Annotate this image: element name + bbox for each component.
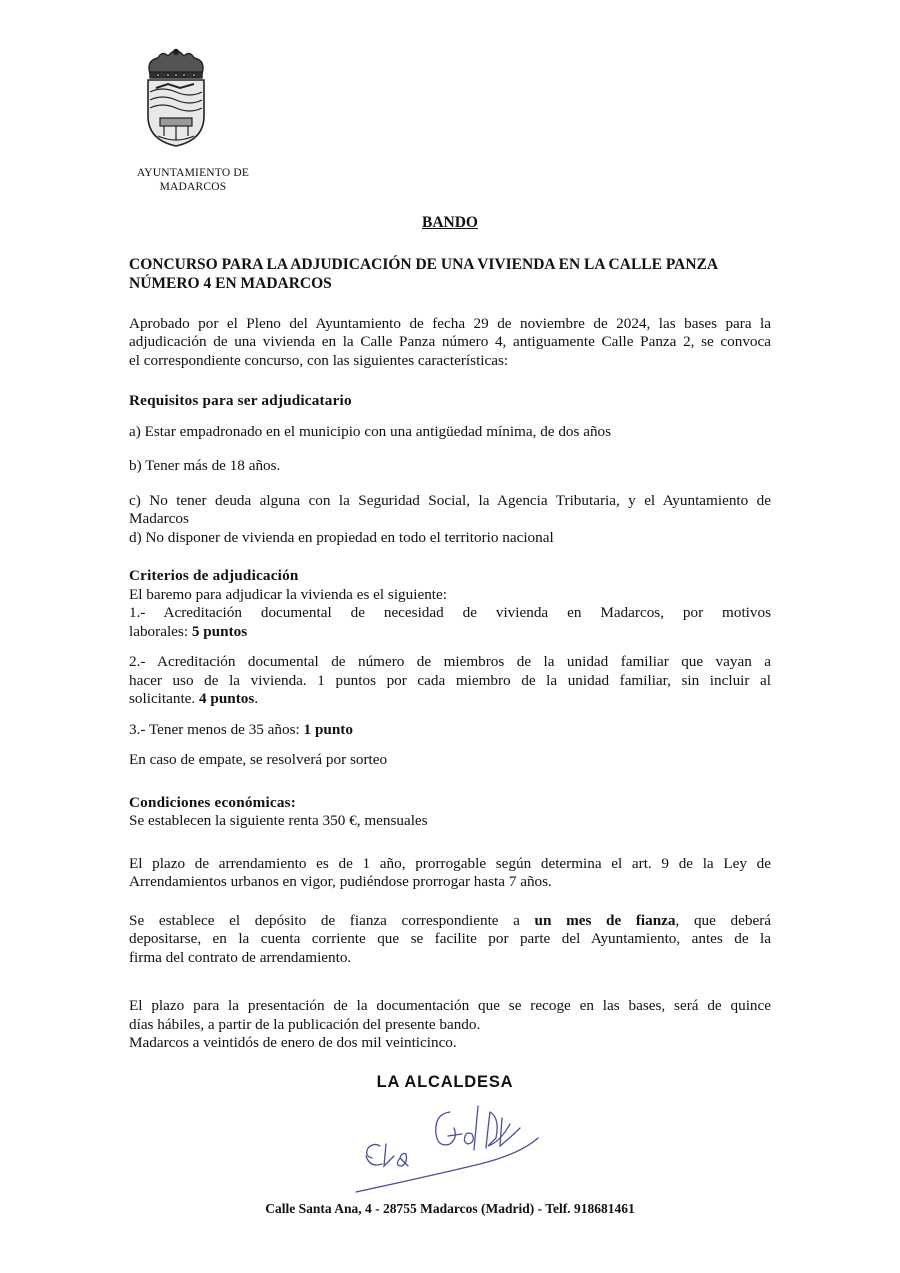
criterion-3-text: 3.- Tener menos de 35 años: <box>129 720 304 738</box>
requirement-c <box>129 492 771 529</box>
requirement-d: d) No disponer de vivienda en propiedad en todo el territorio nacional <box>129 528 554 546</box>
intro-line-1: Aprobado por el Pleno del Ayuntamiento de fecha 29 de noviembre de 2024, las bases para la <box>129 314 771 332</box>
deposit-line-1 <box>129 912 771 931</box>
deposit-line-3: firma del contrato de arrendamiento. <box>129 948 352 966</box>
economic-heading: Condiciones económicas: <box>129 793 297 811</box>
intro-line-2: adjudicación de una vivienda en la Calle Panza número 4, antiguamente Calle Panza 2, se convoca <box>129 333 771 350</box>
tie-break: En caso de empate, se resolverá por sorteo <box>129 751 388 768</box>
requirements-heading: Requisitos para ser adjudicatario <box>129 392 352 409</box>
document-body <box>129 214 771 1053</box>
intro-line-3: el correspondiente concurso, con las siguientes características: <box>129 351 509 369</box>
place-and-date: Madarcos a veintidós de enero de dos mil veinticinco. <box>129 1034 457 1051</box>
requirement-c-line-1: c) No tener deuda alguna con la Seguridad Social, la Agencia Tributaria, y el Ayuntamiento de <box>129 491 771 509</box>
criterion-2-text: solicitante. <box>129 690 200 707</box>
deposit-text-post: , que deberá <box>675 911 771 929</box>
criterion-2-line-3 <box>129 690 771 709</box>
document-subject <box>129 255 771 293</box>
deposit-line-2: depositarse, en la cuenta corriente que se facilite por parte del Ayuntamiento, antes de la <box>129 930 771 947</box>
signature-icon <box>350 1098 550 1198</box>
document-title: BANDO <box>422 214 478 231</box>
criterion-3-points: 1 punto <box>303 720 353 738</box>
criteria-intro: El baremo para adjudicar la vivienda es el siguiente: <box>129 585 447 603</box>
criterion-2-points: 4 puntos <box>199 690 255 707</box>
lease-term-line-2: Arrendamientos urbanos en vigor, pudiéndose prorrogar hasta 7 años. <box>129 873 552 890</box>
criterion-1-line-1: 1.- Acreditación documental de necesidad de vivienda en Madarcos, por motivos <box>129 604 771 621</box>
criterion-2-end: . <box>254 690 259 707</box>
org-line-2: MADARCOS <box>159 181 227 193</box>
criterion-1-line-2 <box>129 623 771 642</box>
org-line-1: AYUNTAMIENTO DE <box>136 167 250 179</box>
criterion-2-line-1: 2.- Acreditación documental de número de miembros de la unidad familiar que vayan a <box>129 653 771 670</box>
criteria-heading: Criterios de adjudicación <box>129 567 299 584</box>
criterion-1-points: 5 puntos <box>191 622 248 640</box>
lease-term <box>129 855 771 892</box>
deposit-text-pre: Se establece el depósito de fianza correspondiente a <box>129 911 535 929</box>
criterion-3 <box>129 721 771 740</box>
criterion-2 <box>129 653 771 709</box>
deadline-line-2: días hábiles, a partir de la publicación del presente bando. <box>129 1015 481 1033</box>
subject-line-2: NÚMERO 4 EN MADARCOS <box>129 274 332 292</box>
intro-paragraph <box>129 315 771 371</box>
criterion-2-line-2: hacer uso de la vivienda. 1 puntos por cada miembro de la unidad familiar, sin incluir al <box>129 671 771 689</box>
requirement-b: b) Tener más de 18 años. <box>129 457 281 474</box>
criterion-1-text: laborales: <box>129 622 192 640</box>
subject-line-1: CONCURSO PARA LA ADJUDICACIÓN DE UNA VIVIENDA EN LA CALLE PANZA <box>129 255 719 273</box>
deadline-paragraph <box>129 997 771 1034</box>
deposit-paragraph <box>129 912 771 968</box>
coat-of-arms-icon <box>138 48 214 148</box>
lease-term-line-1: El plazo de arrendamiento es de 1 año, prorrogable según determina el art. 9 de la Ley de <box>129 854 771 872</box>
requirement-c-line-2: Madarcos <box>129 510 189 527</box>
rent-amount: Se establecen la siguiente renta 350 €, mensuales <box>129 812 428 829</box>
signer-title: LA ALCALDESA <box>376 1073 514 1091</box>
deposit-amount: un mes de fianza <box>534 911 676 929</box>
requirement-a: a) Estar empadronado en el municipio con una antigüedad mínima, de dos años <box>129 422 612 440</box>
footer-address: Calle Santa Ana, 4 - 28755 Madarcos (Madrid) - Telf. 918681461 <box>265 1201 635 1216</box>
deadline-line-1: El plazo para la presentación de la documentación que se recoge en las bases, será de quince <box>129 997 771 1014</box>
criterion-1 <box>129 604 771 641</box>
organization-name <box>118 166 268 194</box>
